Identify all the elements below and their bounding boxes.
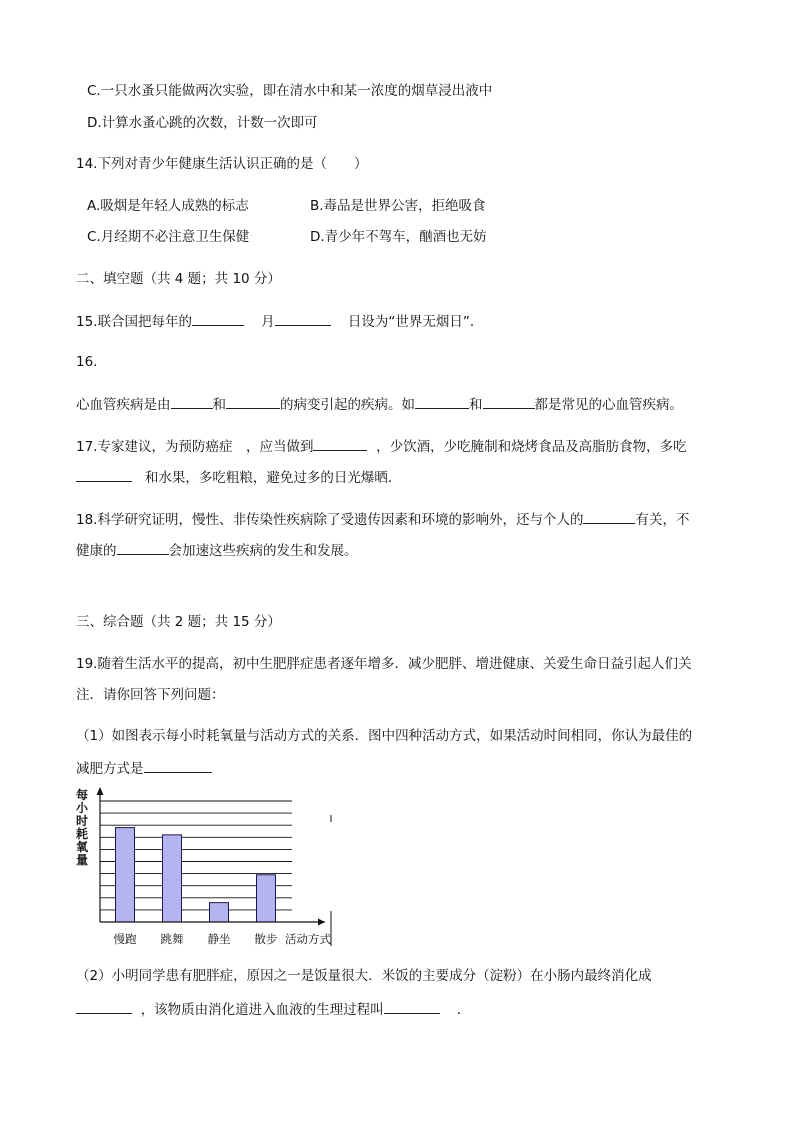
q19-stem-line-2: 注．请你回答下列问题： [76, 687, 225, 703]
q17-text-1: 17.专家建议，为预防癌症 ，应当做到 [76, 439, 314, 455]
q13-option-c: C.一只水蚤只能做两次实验，即在清水中和某一浓度的烟草浸出液中 [87, 83, 493, 99]
q16-blank-2[interactable] [226, 394, 280, 409]
section2-title: 二、填空题（共 4 题；共 10 分） [76, 271, 281, 287]
q19-sub2-line-2 [76, 999, 470, 1019]
q16-text-2: 和 [212, 397, 226, 413]
q15-text-2: 月 [261, 314, 275, 330]
chart-x-labels [114, 932, 278, 946]
q19-sub2-blank-1[interactable] [76, 999, 132, 1014]
q17-text-2: ，少饮酒，少吃腌制和烧烤食品及高脂肪食物，多吃 [376, 439, 687, 455]
q17-blank-1[interactable] [313, 436, 367, 451]
q15-text-3: 日设为“世界无烟日”． [347, 314, 484, 330]
q16-text-5: 都是常见的心血管疾病。 [534, 397, 683, 413]
q18-blank-1[interactable] [583, 509, 635, 524]
oxygen-consumption-bar-chart [70, 785, 340, 955]
q18-line-1 [76, 509, 689, 529]
q18-blank-2[interactable] [117, 540, 169, 555]
q14-option-d: D.青少年不驾车，酗酒也无妨 [310, 229, 487, 245]
q18-text-3: 健康的 [76, 543, 117, 559]
chart-ylabel: 每小时耗氧量 [75, 788, 89, 867]
q17-line-1 [76, 436, 687, 456]
chart-x-label-1: 跳舞 [160, 932, 184, 946]
q18-text-2: 有关，不 [635, 512, 690, 528]
chart-bar-0 [116, 828, 135, 922]
q19-sub1-blank[interactable] [144, 758, 212, 773]
chart-bar-3 [257, 875, 276, 922]
q13-option-d: D.计算水蚤心跳的次数，计数一次即可 [87, 115, 318, 131]
q16-text-4: 和 [469, 397, 483, 413]
chart-x-label-3: 散步 [254, 932, 278, 946]
q16-number: 16. [76, 354, 98, 370]
chart-x-arrow [318, 919, 325, 926]
q15-text-1: 15.联合国把每年的 [76, 314, 192, 330]
q19-sub1-line-2 [76, 758, 212, 778]
q14-option-a: A.吸烟是年轻人成熟的标志 [87, 198, 249, 214]
q16-text-1: 心血管疾病是由 [76, 397, 171, 413]
q16-blank-1[interactable] [171, 394, 213, 409]
q16-blank-4[interactable] [483, 394, 535, 409]
q17-line-2 [76, 467, 401, 487]
q15-blank-1[interactable] [192, 311, 244, 326]
chart-bars [116, 828, 276, 922]
q19-stem-line-1: 19.随着生活水平的提高，初中生肥胖症患者逐年增多．减少肥胖、增进健康、关爱生命日益引起人们关 [76, 656, 692, 672]
q17-text-3: 和水果，多吃粗粮，避免过多的日光爆晒． [144, 470, 402, 486]
q18-text-4: 会加速这些疾病的发生和发展。 [168, 543, 358, 559]
q16-line [76, 394, 683, 414]
q14-stem: 14.下列对青少年健康生活认识正确的是（ ） [76, 156, 368, 172]
q19-sub2-blank-2[interactable] [384, 999, 440, 1014]
q16-text-3: 的病变引起的疾病。如 [280, 397, 415, 413]
q17-blank-2[interactable] [76, 467, 132, 482]
q16-blank-3[interactable] [415, 394, 469, 409]
q15-blank-2[interactable] [275, 311, 331, 326]
q14-option-b: B.毒品是世界公害，拒绝吸食 [310, 198, 486, 214]
q15-line [76, 311, 483, 331]
q19-sub2-line-1: （2）小明同学患有肥胖症，原因之一是饭量很大．米饭的主要成分（淀粉）在小肠内最终消化成 [76, 968, 652, 984]
q14-option-c: C.月经期不必注意卫生保健 [87, 229, 250, 245]
chart-x-label-0: 慢跑 [113, 932, 137, 946]
chart-y-arrow [97, 787, 104, 795]
chart-x-label-2: 静坐 [207, 932, 231, 946]
q18-line-2 [76, 540, 358, 560]
chart-bar-2 [210, 903, 229, 922]
q19-sub2-text-2: ，该物质由消化道进入血液的生理过程叫 [140, 1002, 384, 1018]
section3-title: 三、综合题（共 2 题；共 15 分） [76, 614, 281, 630]
q19-sub1-text: 减肥方式是 [76, 761, 144, 777]
q18-text-1: 18.科学研究证明，慢性、非传染性疾病除了受遗传因素和环境的影响外，还与个人的 [76, 512, 584, 528]
chart-xlabel: 活动方式 [285, 932, 331, 946]
q19-sub1-line-1: （1）如图表示每小时耗氧量与活动方式的关系．图中四种活动方式，如果活动时间相同，你认为最佳的 [76, 728, 693, 744]
chart-bar-1 [163, 835, 182, 922]
q19-sub2-text-3: ． [456, 1002, 471, 1018]
